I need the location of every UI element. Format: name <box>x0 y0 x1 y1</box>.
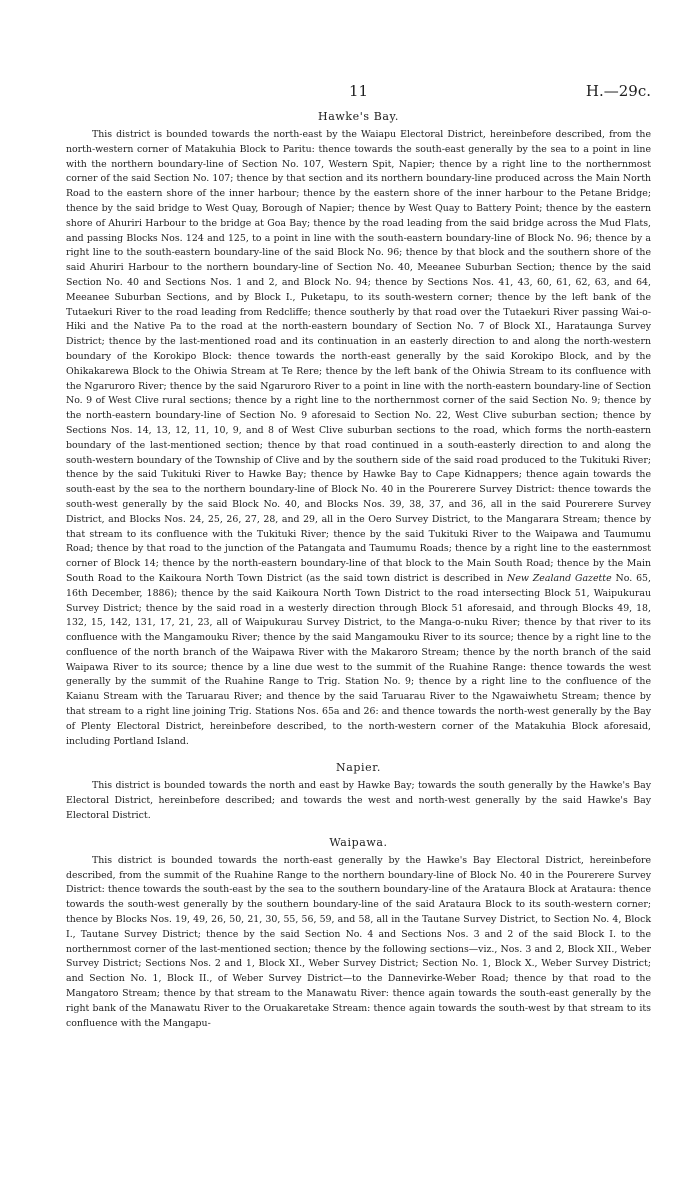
section-waipawa <box>66 836 651 1032</box>
page-number: 11 <box>348 82 369 100</box>
text-run: This district is bounded towards the north-east by the Waiapu Electoral District, hereinbefore described, from the north-western corner of Matakuhia Block to Paritu: thence towards the south-east generally by the sea to a point in line with the northern boundary-line of Section No. 107, Western Spit, Napier; thence by a right line to the northernmost corner of the said Section No. 107; thence by that section and its northern boundary-line produced across the Main North Road to the eastern shore of the inner harbour; thence by the eastern shore of the inner harbour to the Petane Bridge; thence by the said bridge to West Quay, Borough of Napier; thence by West Quay to Battery Point; thence by the eastern shore of Ahuriri Harbour to the bridge at Goa Bay; thence by the road leading from the said bridge across the Mud Flats, and passing Blocks Nos. 124 and 125, to a point in line with the south-eastern boundary-line of Block No. 96; thence by a right line to the south-eastern boundary-line of the said Block No. 96; thence by that block and the southern shore of the said Ahuriri Harbour to the northern boundary-line of Section No. 40, Meeanee Suburban Section; thence by the said Section No. 40 and Sections Nos. 1 and 2, and Block No. 94; thence by Sections Nos. 41, 43, 60, 61, 62, 63, and 64, Meeanee Suburban Sections, and by Block I., Puketapu, to its south-western corner; thence by the left bank of the Tutaekuri River to the road leading from Redcliffe; thence southerly by that road over the Tutaekuri River passing Wai-o-Hiki and the Native Pa to the road at the north-eastern boundary of Section No. 7 of Block XI., Harataunga Survey District; thence by the last-mentioned road and its continuation in an easterly direction to and along the north-western boundary of the Korokipo Block: thence towards the north-east generally by the said Korokipo Block, and by the Ohikakarewa Block to the Ohiwia Stream at Te Rere; thence by the left bank of the Ohiwia Stream to its confluence with the Ngaruroro River; thence by the said Ngaruroro River to a point in line with the north-eastern boundary-line of Section No. 9 of West Clive rural sections; thence by a right line to the northernmost corner of the said Section No. 9; thence by the north-eastern boundary-line of Section No. 9 aforesaid to Section No. 22, West Clive suburban section; thence by Sections Nos. 14, 13, 12, 11, 10, 9, and 8 of West Clive suburban sections to the road, which forms the north-eastern boundary of the last-mentioned section; thence by that road continued in a south-easterly direction to and along the south-western boundary of the Township of Clive and by the southern side of the said road produced to the Tukituki River; thence by the said Tukituki River to Hawke Bay; thence by Hawke Bay to Cape Kidnappers; thence again towards the south-east by the sea to the northern boundary-line of Block No. 40 in the Pourerere Survey District: thence towards the south-west generally by the said Block No. 40, and Blocks Nos. 39, 38, 37, and 36, all in the said Pourerere Survey District, and Blocks Nos. 24, 25, 26, 27, 28, and 29, all in the Oero Survey District, to the Mangarara Stream; thence by that stream to its confluence with the Tukituki River; thence by the said Tukituki River to the Waipawa and Taumumu Road; thence by that road to the junction of the Patangata and Taumumu Roads; thence by a right line to the easternmost corner of Block 14; thence by the north-eastern boundary-line of that block to the Main South Road; thence by the Main South Road to the Kaikoura North Town District (as the said town district is described in <box>66 129 651 584</box>
section-heading-napier: Napier. <box>336 761 381 775</box>
page-reference: H.—29c. <box>585 82 651 100</box>
section-heading-waipawa: Waipawa. <box>329 835 388 849</box>
text-run: No. 65, 16th December, 1886); thence by the said Kaikoura North Town District to the road intersecting Block 51, Waipukurau Survey District; thence by the said road in a westerly direction through Block 51 aforesaid, and through Blocks 49, 18, 132, 15, 142, 131, 17, 21, 23, all of Waipukurau Survey District, to the Manga-o-nuku River; thence by that river to its confluence with the Mangamouku River; thence by the said Mangamouku River to its source; thence by a right line to the confluence of the north branch of the Waipawa River with the Makaroro Stream; thence by the north branch of the said Waipawa River to its source; thence by a line due west to the summit of the Ruahine Range: thence towards the west generally by the summit of the Ruahine Range to Trig. Station No. 9; thence by a right line to the confluence of the Kaianu Stream with the Taruarau River; and thence by the said Taruarau River to the Ngawaiwhetu Stream; thence by that stream to a right line joining Trig. Stations Nos. 65a and 26: and thence towards the north-west generally by the Bay of Plenty Electoral District, hereinbefore described, to the north-western corner of the Matakuhia Block aforesaid, including Portland Island. <box>66 572 651 747</box>
page-header <box>66 0 651 104</box>
section-napier <box>66 761 651 823</box>
gazette-title: New Zealand Gazette <box>507 572 612 584</box>
paragraph-hawkes-bay <box>66 128 651 749</box>
section-heading-hawkes-bay: Hawke's Bay. <box>318 110 399 123</box>
paragraph-napier: This district is bounded towards the north and east by Hawke Bay; towards the south generally by the Hawke's Bay Electoral District, hereinbefore described; and towards the west and north-west generally by the said Hawke's Bay Electoral District. <box>66 780 651 822</box>
paragraph-waipawa: This district is bounded towards the north-east generally by the Hawke's Bay Electoral District, hereinbefore described, from the summit of the Ruahine Range to the northern boundary-line of Block No. 40 in the Pourerere Survey District: thence towards the south-east by the sea to the southern boundary-line of the Arataura Block at Arataura: thence towards the south-west generally by the southern boundary-line of the said Arataura Block to its south-western corner; thence by Blocks Nos. 19, 49, 26, 50, 21, 30, 55, 56, 59, and 58, all in the Tautane Survey District, to Section No. 4, Block I., Tautane Survey District; thence by the said Section No. 4 and Sections Nos. 3 and 2 of the said Block I. to the northernmost corner of the last-mentioned section; thence by the following sections—viz., Nos. 3 and 2, Block XII., Weber Survey District; Sections Nos. 2 and 1, Block XI., Weber Survey District; Section No. 1, Block X., Weber Survey District; and Section No. 1, Block II., of Weber Survey District—to the Dannevirke-Weber Road; thence by that road to the Mangatoro Stream; thence by that stream to the Manawatu River: thence again towards the south-east generally by the right bank of the Manawatu River to the Oruakaretake Stream: thence again towards the south-west by that stream to its confluence with the Mangapu- <box>66 854 651 1029</box>
section-hawkes-bay <box>66 110 651 749</box>
